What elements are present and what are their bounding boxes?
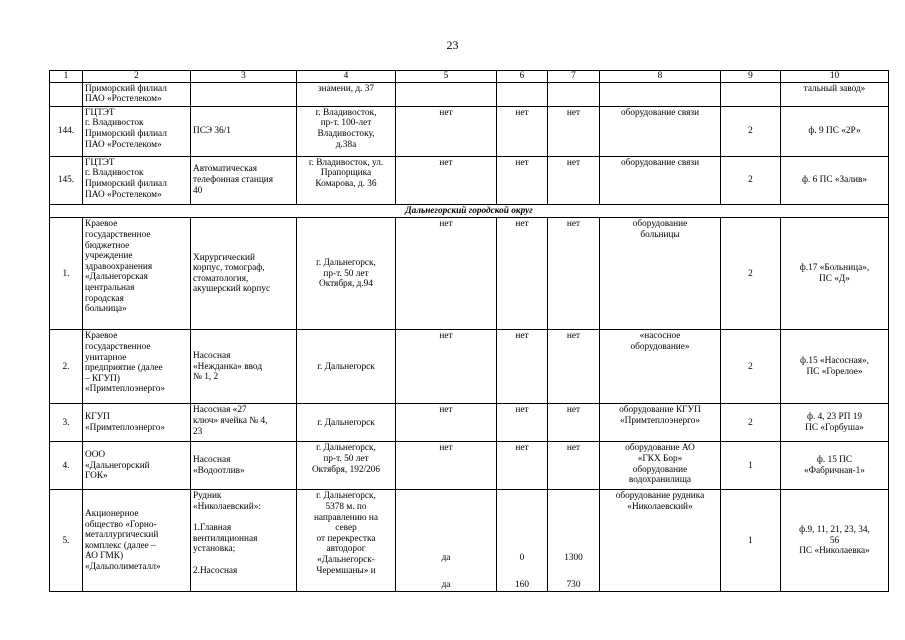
column-6-cell: нет xyxy=(497,156,548,204)
row-number: 145. xyxy=(50,156,83,204)
data-table xyxy=(49,70,889,592)
address-cell: знамени, д. 37 xyxy=(297,82,396,106)
column-number: 1 xyxy=(50,71,83,83)
column-9-cell: 1 xyxy=(721,490,781,592)
equipment-cell: оборудование КГУП «Примтеплоэнерго» xyxy=(600,404,721,442)
power-source-cell: ф.17 «Больница», ПС «Д» xyxy=(781,218,889,330)
column-number-row xyxy=(50,71,889,83)
column-5-cell: нет xyxy=(396,218,497,330)
address-cell: г. Владивосток, ул. Прапорщика Комарова, д. 36 xyxy=(297,156,396,204)
object-cell: ПСЭ 36/1 xyxy=(191,106,297,156)
object-cell: Рудник «Николаевский»: 1.Главная вентиляционная установка; 2.Насосная xyxy=(191,490,297,592)
organization-cell: Краевое государственное бюджетное учреждение здравоохранения «Дальнегорская центральная городская больница» xyxy=(83,218,191,330)
column-6-value: 160 xyxy=(515,579,529,590)
address-cell: г. Дальнегорск, 5378 м. по направлению на север от перекрестка автодорог «Дальнегорск- Черемшаны» и xyxy=(297,490,396,592)
column-6-cell: нет xyxy=(497,442,548,490)
address-cell: г. Дальнегорск xyxy=(297,330,396,404)
section-row xyxy=(50,204,889,218)
column-7-cell: нет xyxy=(548,218,600,330)
row-number: 2. xyxy=(50,330,83,404)
column-number: 2 xyxy=(83,71,191,83)
power-source-cell: тальный завод» xyxy=(781,82,889,106)
row-number: 3. xyxy=(50,404,83,442)
row-number: 1. xyxy=(50,218,83,330)
row-number: 4. xyxy=(50,442,83,490)
column-6-cell xyxy=(497,490,548,592)
organization-cell: Краевое государственное унитарное предприятие (далее – КГУП) «Примтеплоэнерго» xyxy=(83,330,191,404)
column-number: 6 xyxy=(497,71,548,83)
column-9-cell: 2 xyxy=(721,156,781,204)
column-7-cell: нет xyxy=(548,330,600,404)
column-6-cell: нет xyxy=(497,404,548,442)
column-7-cell: нет xyxy=(548,156,600,204)
address-cell: г. Дальнегорск, пр-т. 50 лет Октября, д.94 xyxy=(297,218,396,330)
column-5-cell: нет xyxy=(396,156,497,204)
column-9-cell: 2 xyxy=(721,330,781,404)
equipment-cell: «насосное оборудование» xyxy=(600,330,721,404)
address-cell: г. Дальнегорск xyxy=(297,404,396,442)
power-source-cell: ф. 15 ПС «Фабричная-1» xyxy=(781,442,889,490)
object-cell: Насосная «Нежданка» ввод № 1, 2 xyxy=(191,330,297,404)
column-9-cell: 2 xyxy=(721,404,781,442)
column-9-cell: 2 xyxy=(721,106,781,156)
equipment-cell: оборудование связи xyxy=(600,156,721,204)
column-6-value: 0 xyxy=(519,553,525,564)
equipment-cell: оборудование рудника «Николаевский» xyxy=(600,490,721,592)
section-title: Дальнегорский городской округ xyxy=(50,204,889,218)
column-number: 3 xyxy=(191,71,297,83)
column-number: 8 xyxy=(600,71,721,83)
table-row xyxy=(50,490,889,592)
row-number: 144. xyxy=(50,106,83,156)
power-source-cell: ф. 4, 23 РП 19 ПС «Горбуша» xyxy=(781,404,889,442)
equipment-cell: оборудование связи xyxy=(600,106,721,156)
column-7-cell: нет xyxy=(548,106,600,156)
column-5-cell: нет xyxy=(396,330,497,404)
column-6-cell: нет xyxy=(497,218,548,330)
table-row xyxy=(50,106,889,156)
object-cell: Насосная «Водоотлив» xyxy=(191,442,297,490)
column-5-cell: нет xyxy=(396,442,497,490)
object-cell: Насосная «27 ключ» ячейка № 4, 23 xyxy=(191,404,297,442)
column-6-cell: нет xyxy=(497,330,548,404)
organization-cell: Акционерное общество «Горно- металлургический комплекс (далее – АО ГМК) «Дальполиметалл» xyxy=(83,490,191,592)
continuation-row xyxy=(50,82,889,106)
column-5-cell: нет xyxy=(396,106,497,156)
column-number: 10 xyxy=(781,71,889,83)
column-5-value: да xyxy=(441,579,451,590)
power-source-cell: ф.15 «Насосная», ПС «Горелое» xyxy=(781,330,889,404)
column-7-cell: нет xyxy=(548,442,600,490)
equipment-cell: оборудование АО «ГКХ Бор» оборудование водохранилища xyxy=(600,442,721,490)
organization-cell: КГУП «Примтеплоэнерго» xyxy=(83,404,191,442)
organization-cell: ООО «Дальнегорский ГОК» xyxy=(83,442,191,490)
column-number: 9 xyxy=(721,71,781,83)
column-9-cell: 2 xyxy=(721,218,781,330)
table-row xyxy=(50,442,889,490)
address-cell: г. Владивосток, пр-т. 100-лет Владивостоку, д.38а xyxy=(297,106,396,156)
table-row xyxy=(50,330,889,404)
table-row xyxy=(50,156,889,204)
equipment-cell: оборудование больницы xyxy=(600,218,721,330)
address-cell: г. Дальнегорск, пр-т. 50 лет Октября, 192/206 xyxy=(297,442,396,490)
organization-cell: ГЦТЭТ г. Владивосток Приморский филиал ПАО «Ростелеком» xyxy=(83,106,191,156)
organization-cell: Приморский филиал ПАО «Ростелеком» xyxy=(83,82,191,106)
column-number: 5 xyxy=(396,71,497,83)
power-source-cell: ф. 6 ПС «Залив» xyxy=(781,156,889,204)
column-7-value: 730 xyxy=(566,579,581,590)
column-7-value: 1300 xyxy=(564,553,583,564)
column-7-cell: нет xyxy=(548,404,600,442)
organization-cell: ГЦТЭТ г. Владивосток Приморский филиал ПАО «Ростелеком» xyxy=(83,156,191,204)
power-source-cell: ф.9, 11, 21, 23, 34, 56 ПС «Николаевка» xyxy=(781,490,889,592)
column-5-value: да xyxy=(441,553,451,564)
column-5-cell: нет xyxy=(396,404,497,442)
column-9-cell: 1 xyxy=(721,442,781,490)
table-row xyxy=(50,218,889,330)
object-cell: Хирургический корпус, томограф, стоматология, акушерский корпус xyxy=(191,218,297,330)
table-row xyxy=(50,404,889,442)
power-source-cell: ф. 9 ПС «2Р» xyxy=(781,106,889,156)
row-number: 5. xyxy=(50,490,83,592)
column-5-cell xyxy=(396,490,497,592)
object-cell: Автоматическая телефонная станция 40 xyxy=(191,156,297,204)
column-6-cell: нет xyxy=(497,106,548,156)
page-number: 23 xyxy=(446,38,459,52)
column-number: 7 xyxy=(548,71,600,83)
column-number: 4 xyxy=(297,71,396,83)
column-7-cell xyxy=(548,490,600,592)
